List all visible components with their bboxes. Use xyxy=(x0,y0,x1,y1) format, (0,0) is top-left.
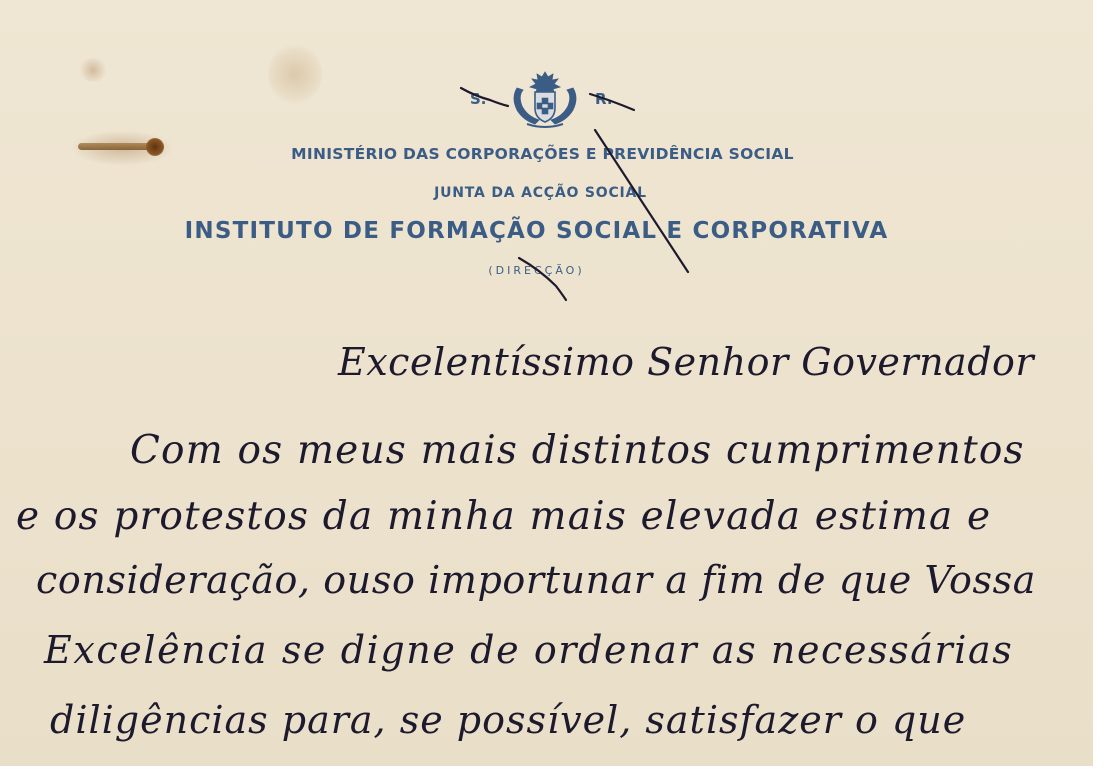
letter-line: consideração, ouso importunar a fim de que Vossa xyxy=(36,558,1036,602)
coat-of-arms-icon xyxy=(505,68,585,130)
salutation: Excelentíssimo Senhor Governador xyxy=(338,340,1035,384)
ministry-name: MINISTÉRIO DAS CORPORAÇÕES E PREVIDÊNCIA SOCIAL xyxy=(291,145,794,163)
paper-stain xyxy=(268,44,322,104)
institute-name: INSTITUTO DE FORMAÇÃO SOCIAL E CORPORATIVA xyxy=(184,218,889,244)
board-name: JUNTA DA ACÇÃO SOCIAL xyxy=(434,185,647,201)
letterhead-mark-right: R. xyxy=(595,90,613,108)
office-name: (DIRECÇÃO) xyxy=(488,264,585,277)
paper-stain xyxy=(78,58,108,82)
letter-line: diligências para, se possível, satisfazer o que xyxy=(50,698,967,742)
letterhead-mark-left: S. xyxy=(470,90,487,108)
letter-line: Excelência se digne de ordenar as necessárias xyxy=(44,628,1014,672)
letter-line: Com os meus mais distintos cumprimentos xyxy=(130,428,1025,473)
letter-line: e os protestos da minha mais elevada estima e xyxy=(16,494,992,539)
